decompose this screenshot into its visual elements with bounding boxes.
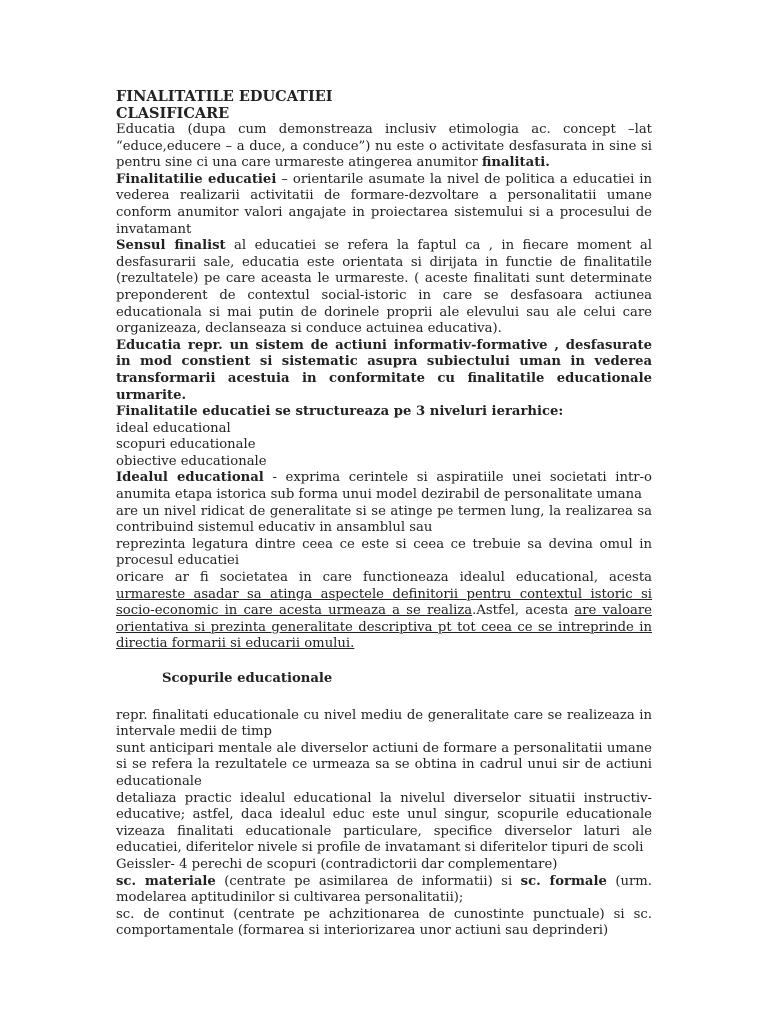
paragraph-finalitati-definition: Finalitatilie educatiei – orientarile asumate la nivel de politica a educatiei in vederea realizarii activitatii de formare-dezvoltare a personalitatii umane conform anumitor valori angajate in proiectarea sistemului si a procesului de invatamant — [116, 171, 652, 237]
document-body — [116, 88, 652, 940]
level-item: ideal educational — [116, 420, 231, 436]
section-heading-scopuri: Scopurile educationale — [162, 671, 333, 686]
level-item: obiective educationale — [116, 453, 267, 469]
paragraph-educatia-definition: Educatia repr. un sistem de actiuni informativ-formative , desfasurate in mod constient si sistematic asupra subiectului uman in vederea transformarii acestuia in conformitate cu finalitatile educationale urmarite. — [116, 337, 652, 403]
paragraph-ideal-societate: oricare ar fi societatea in care functioneaza idealul educational, acesta urmareste asadar sa atinga aspectele definitorii pentru contextul istoric si socio-economic in care acesta urmeaza a se realiza.Astfel, acesta are valoare orientativa si prezinta generalitate descriptiva pt tot ceea ce se intreprinde in directia formarii si educarii omului. — [116, 570, 652, 652]
paragraph-geissler: Geissler- 4 perechi de scopuri (contradictorii dar complementare) — [116, 856, 558, 872]
paragraph-sc-materiale: sc. materiale (centrate pe asimilarea de informatii) si sc. formale (urm. modelarea aptitudinilor si cultivarea personalitatii); — [116, 873, 652, 906]
paragraph-ideal-generalitate: are un nivel ridicat de generalitate si se atinge pe termen lung, la realizarea sa contribuind sistemul educativ in ansamblul sau — [116, 503, 652, 536]
paragraph-intro: Educatia (dupa cum demonstreaza inclusiv etimologia ac. concept –lat “educe,educere – a duce, a conduce”) nu este o activitate desfasurata in sine si pentru sine ci una care urmareste atingerea anumitor finalitati. — [116, 122, 652, 171]
paragraph-scopuri-definition: repr. finalitati educationale cu nivel mediu de generalitate care se realizeaza in intervale medii de timp — [116, 707, 652, 740]
document-subtitle: CLASIFICARE — [116, 105, 230, 122]
paragraph-levels-heading: Finalitatile educatiei se structureaza pe 3 niveluri ierarhice: — [116, 404, 564, 420]
paragraph-sensul-finalist: Sensul finalist al educatiei se refera la faptul ca , in fiecare moment al desfasurarii sale, educatia este orientata si dirijata in functie de finalitatile (rezultatele) pe care aceasta le urmareste. ( aceste finalitati sunt determinate preponderent de contextul social-istoric in care se desfasoara actiunea educationala si mai putin de dorinele proprii ale elevului sau ale celui care organizeaza, declanseaza si conduce actuinea educativa). — [116, 238, 653, 337]
paragraph-scopuri-detaliaza: detaliaza practic idealul educational la nivelul diverselor situatii instructiv-educative; astfel, daca idealul educ este unul singur, scopurile educationale vizeaza finalitati educationale particulare, specifice diverselor laturi ale educatiei, diferitelor nivele si profile de invatamant si diferitelor tipuri de scoli — [116, 790, 652, 856]
paragraph-ideal-legatura: reprezinta legatura dintre ceea ce este si ceea ce trebuie sa devina omul in procesul educatiei — [116, 536, 652, 569]
document-title: FINALITATILE EDUCATIEI — [116, 88, 333, 105]
paragraph-idealul: Idealul educational - exprima cerintele si aspiratiile unei societati intr-o anumita etapa istorica sub forma unui model dezirabil de personalitate umana — [116, 470, 652, 503]
paragraph-sc-continut: sc. de continut (centrate pe achzitionarea de cunostinte punctuale) si sc. comportamentale (formarea si interiorizarea unor actiuni sau deprinderi) — [116, 906, 652, 939]
paragraph-scopuri-anticipari: sunt anticipari mentale ale diverselor actiuni de formare a personalitatii umane si se refera la rezultatele ce urmeaza sa se obtina in cadrul unui sir de actiuni educationale — [116, 740, 652, 789]
level-item: scopuri educationale — [116, 437, 256, 453]
